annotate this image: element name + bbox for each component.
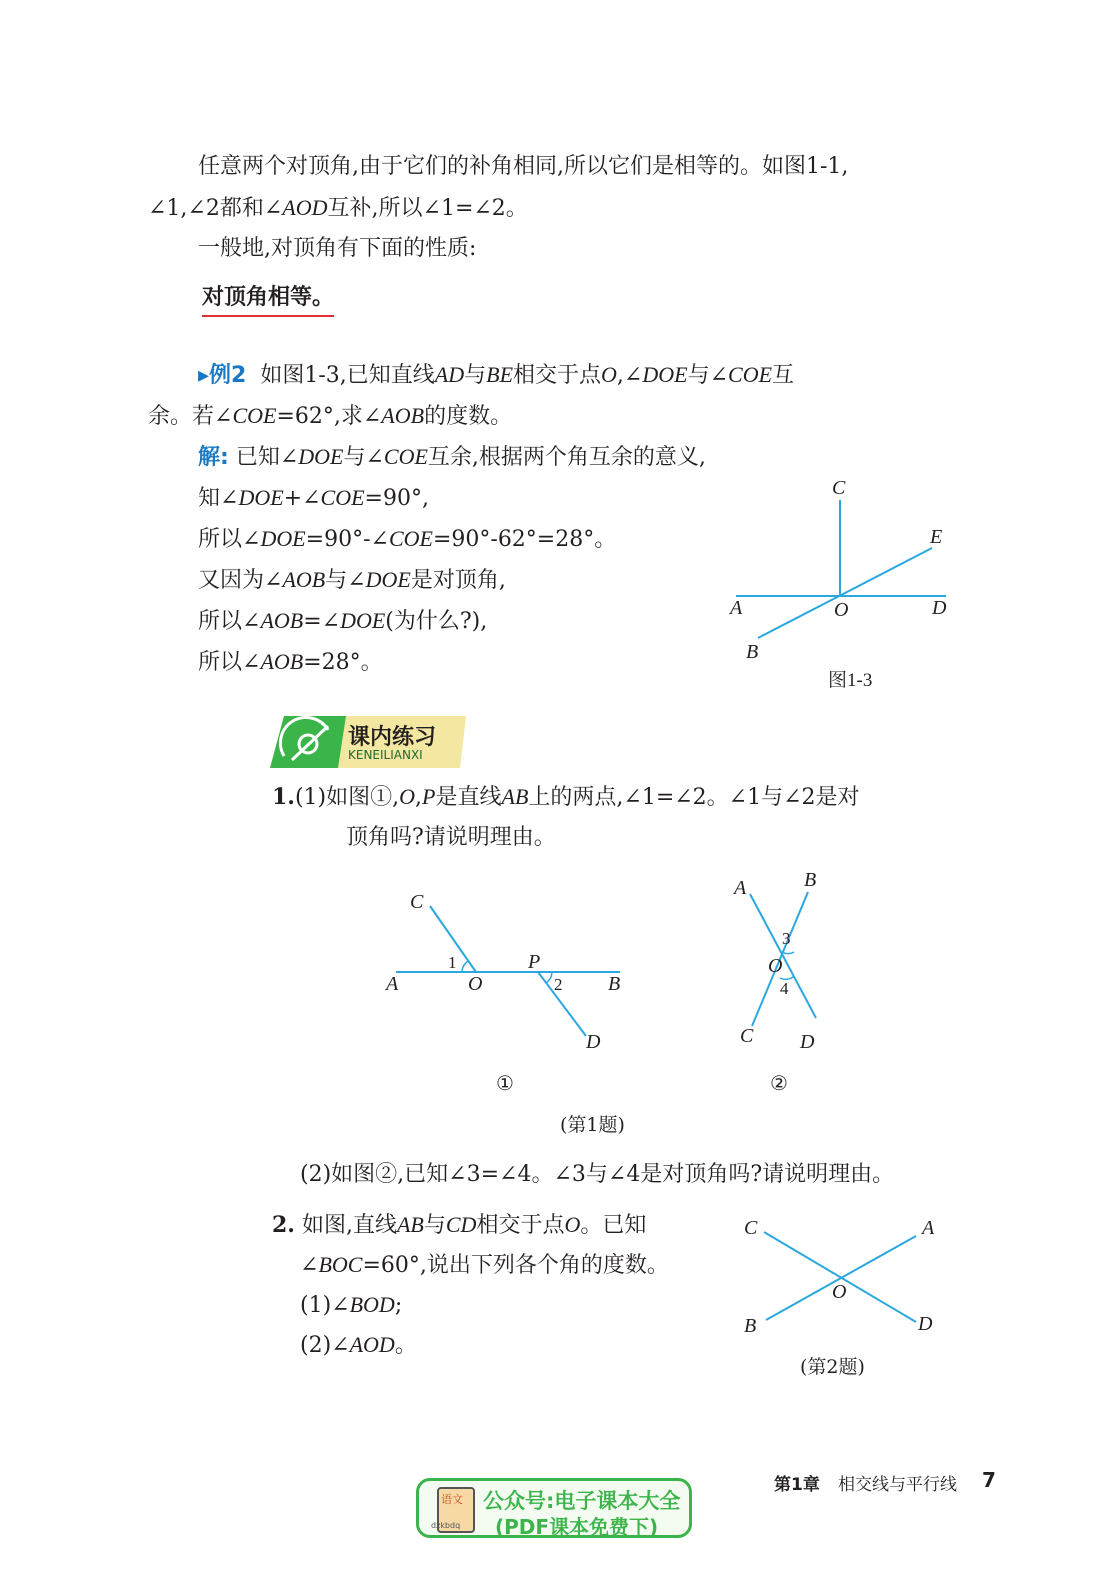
label-B: B (608, 973, 621, 995)
figure-1-3 (720, 470, 970, 700)
q1-part2: (2)如图②,已知∠3=∠4。∠3与∠4是对顶角吗?请说明理由。 (300, 1162, 895, 1187)
label-B: B (804, 869, 817, 891)
q1-line1: 1.(1)如图①,O,P是直线AB上的两点,∠1=∠2。∠1与∠2是对 (272, 784, 860, 810)
label-O: O (832, 1281, 847, 1303)
line-BE (758, 548, 932, 638)
solution-line5: 所以∠AOB=∠DOE(为什么?), (198, 608, 488, 634)
para1-line2: ∠1,∠2都和∠AOD互补,所以∠1=∠2。 (148, 195, 528, 221)
line-AD (750, 894, 816, 1018)
label-C: C (744, 1217, 758, 1239)
label-B: B (744, 1315, 757, 1337)
label-D: D (932, 597, 947, 619)
watermark-line2: (PDF课本免费下) (495, 1515, 659, 1539)
label-E: E (930, 526, 943, 548)
q1-caption: (第1题) (560, 1114, 625, 1136)
label-O: O (834, 599, 849, 621)
q2-line2: ∠BOC=60°,说出下列各个角的度数。 (300, 1252, 669, 1278)
example2-line1: ▸例2 如图1-3,已知直线AD与BE相交于点O,∠DOE与∠COE互 (198, 362, 795, 388)
solution-line2: 知∠DOE+∠COE=90°, (198, 485, 429, 511)
label-4: 4 (780, 979, 789, 998)
angle-1-arc (462, 961, 468, 972)
watermark-box (416, 1478, 692, 1538)
watermark-line1: 公众号:电子课本大全 (483, 1489, 681, 1513)
property-statement: 对顶角相等。 (202, 280, 334, 317)
exercise-header (270, 716, 466, 768)
watermark-small: dzkbdq (431, 1521, 461, 1530)
label-C: C (410, 891, 424, 913)
angle-2-arc (546, 972, 552, 983)
label-D: D (918, 1313, 933, 1335)
q2-item2: (2)∠AOD。 (300, 1332, 417, 1358)
page-number: 7 (982, 1468, 996, 1492)
label-A: A (922, 1217, 935, 1239)
solution-line4: 又因为∠AOB与∠DOE是对顶角, (198, 567, 506, 593)
angle-3-arc (782, 952, 794, 954)
para1-line1: 任意两个对顶角,由于它们的补角相同,所以它们是相等的。如图1-1, (198, 154, 849, 179)
label-C: C (740, 1025, 754, 1047)
figure-mark-2: ② (770, 1073, 788, 1095)
solution-line6: 所以∠AOB=28°。 (198, 649, 383, 675)
figure-mark-1: ① (496, 1073, 514, 1095)
label-1: 1 (448, 953, 457, 972)
label-D: D (586, 1031, 601, 1053)
line-AB (766, 1236, 916, 1320)
q1-figure-1 (380, 880, 640, 1100)
label-D: D (800, 1031, 815, 1053)
label-2: 2 (554, 975, 563, 994)
figure-1-3-caption: 图1-3 (828, 670, 873, 691)
label-A: A (386, 973, 399, 995)
q2-line1: 2. 如图,直线AB与CD相交于点O。已知 (272, 1212, 647, 1238)
solution-line3: 所以∠DOE=90°-∠COE=90°-62°=28°。 (198, 526, 617, 552)
label-B: B (746, 641, 759, 663)
label-A: A (734, 877, 747, 899)
example-label: ▸例2 (198, 363, 247, 388)
example2-line2: 余。若∠COE=62°,求∠AOB的度数。 (148, 403, 513, 429)
q1-figure-2 (720, 866, 840, 1100)
label-O: O (468, 973, 483, 995)
solve-label: 解: (198, 445, 229, 470)
exercise-title: 课内练习 (348, 725, 437, 750)
footer-chapter: 第1章 (774, 1475, 820, 1495)
label-3: 3 (782, 929, 791, 948)
label-O: O (768, 955, 783, 977)
q1-line2: 顶角吗?请说明理由。 (346, 825, 556, 850)
q2-item1: (1)∠BOD; (300, 1292, 403, 1318)
q2-caption: (第2题) (800, 1356, 865, 1378)
footer-title: 相交线与平行线 (838, 1475, 957, 1495)
label-A: A (730, 597, 743, 619)
label-P: P (528, 951, 541, 973)
solution-line1: 解: 已知∠DOE与∠COE互余,根据两个角互余的意义, (198, 444, 706, 470)
para1-line3: 一般地,对顶角有下面的性质: (198, 236, 477, 261)
q2-figure (736, 1206, 956, 1356)
exercise-pinyin: KENEILIANXI (348, 748, 423, 762)
label-C: C (832, 477, 846, 499)
book-badge: 语文 (441, 1493, 463, 1506)
